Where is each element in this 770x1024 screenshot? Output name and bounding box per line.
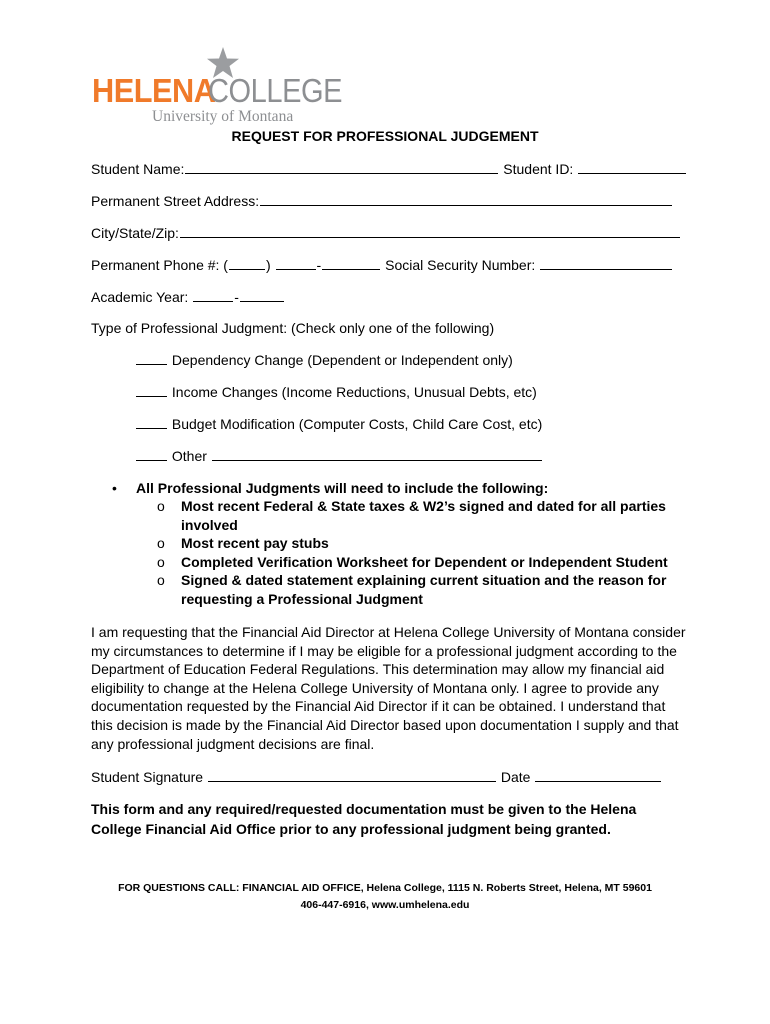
- statement-line: eligibility to change at the Helena College University of Montana only. I agree to provide any: [91, 679, 659, 696]
- phone-line-field[interactable]: [322, 256, 380, 270]
- ssn-field[interactable]: [540, 256, 672, 270]
- submission-notice: [91, 799, 636, 839]
- signature-row: [91, 768, 662, 785]
- statement-line: my circumstances to determine if I may be eligible for a professional judgment according to the: [91, 642, 677, 659]
- academic-year-dash: -: [234, 289, 239, 305]
- logo-wordmark: [92, 72, 343, 109]
- list-item-text: Most recent pay stubs: [181, 535, 329, 551]
- circle-bullet-icon: o: [157, 553, 165, 570]
- option-label: Other: [171, 448, 207, 464]
- list-item: [112, 497, 721, 534]
- statement-line: this decision is made by the Financial Aid Director based upon documentation I supply and that: [91, 716, 679, 733]
- footer-line: 406-447-6916, www.umhelena.edu: [300, 899, 470, 911]
- street-address-field[interactable]: [260, 192, 672, 206]
- circle-bullet-icon: o: [157, 498, 165, 514]
- phone-ssn-row: [91, 256, 673, 273]
- academic-year-label: Academic Year:: [91, 289, 189, 305]
- statement-line: I am requesting that the Financial Aid Director at Helena College University of Montana consider: [91, 624, 686, 640]
- statement-line: any professional judgment decisions are final.: [91, 735, 375, 752]
- notice-line: This form and any required/requested documentation must be given to the Helena: [91, 801, 637, 817]
- requirements-heading: [112, 479, 721, 497]
- list-item-text: Completed Verification Worksheet for Dependent or Independent Student: [181, 553, 668, 570]
- option-label: Income Changes (Income Reductions, Unusual Debts, etc): [171, 384, 537, 400]
- logo-college: COLLEGE: [208, 72, 343, 109]
- signature-field[interactable]: [208, 768, 496, 782]
- student-name-row: [91, 160, 687, 177]
- option-dependency-change: [135, 351, 513, 368]
- student-name-field[interactable]: [185, 160, 498, 174]
- footer-line: FOR QUESTIONS CALL: FINANCIAL AID OFFICE, Helena College, 1115 N. Roberts Street, Helena, MT 59601: [118, 882, 652, 894]
- list-item-text: Signed & dated statement explaining current situation and the reason for requesting a Professional Judgment: [181, 572, 667, 607]
- notice-line: College Financial Aid Office prior to any professional judgment being granted.: [91, 821, 611, 837]
- list-item: [112, 553, 721, 572]
- helena-college-logo: [92, 46, 343, 130]
- checkbox-budget-modification[interactable]: [136, 415, 167, 429]
- list-item: [112, 571, 721, 608]
- option-other: [135, 447, 543, 464]
- street-address-label: Permanent Street Address:: [91, 193, 260, 209]
- page-title: REQUEST FOR PROFESSIONAL JUDGEMENT: [231, 128, 539, 144]
- request-statement: [91, 623, 691, 753]
- city-state-zip-row: [91, 224, 681, 241]
- street-address-row: [91, 192, 673, 209]
- bullet-icon: •: [112, 480, 117, 496]
- requirements-list: [112, 479, 721, 608]
- option-budget-modification: [135, 415, 542, 432]
- signature-label: Student Signature: [91, 769, 204, 785]
- student-id-field[interactable]: [578, 160, 686, 174]
- contact-footer: [0, 880, 770, 914]
- checkbox-income-changes[interactable]: [136, 383, 167, 397]
- circle-bullet-icon: o: [157, 572, 165, 588]
- other-description-field[interactable]: [212, 447, 542, 461]
- student-name-label: Student Name:: [91, 161, 185, 177]
- phone-prefix-field[interactable]: [276, 256, 316, 270]
- date-label: Date: [500, 769, 531, 785]
- judgment-type-prompt: Type of Professional Judgment: (Check only one of the following): [91, 320, 495, 336]
- academic-year-row: [91, 288, 285, 305]
- option-income-changes: [135, 383, 537, 400]
- list-item: [112, 534, 721, 553]
- statement-line: documentation requested by the Financial Aid Director if it can be obtained. I understand that: [91, 698, 666, 715]
- requirements-heading-text: All Professional Judgments will need to include the following:: [136, 480, 549, 496]
- phone-area-code-field[interactable]: [229, 256, 265, 270]
- student-id-label: Student ID:: [503, 161, 574, 177]
- checkbox-other[interactable]: [136, 447, 167, 461]
- logo-university: University of Montana: [152, 108, 294, 125]
- statement-line: Department of Education Federal Regulations. This determination may allow my financial aid: [91, 661, 665, 678]
- phone-close-paren: ): [265, 257, 271, 273]
- checkbox-dependency-change[interactable]: [136, 351, 167, 365]
- circle-bullet-icon: o: [157, 535, 165, 551]
- date-field[interactable]: [535, 768, 661, 782]
- city-state-zip-label: City/State/Zip:: [91, 225, 179, 241]
- academic-year-start-field[interactable]: [193, 288, 233, 302]
- ssn-label: Social Security Number:: [385, 257, 536, 273]
- logo-helena: HELENA: [92, 72, 216, 109]
- list-item-text: Most recent Federal & State taxes & W2’s signed and dated for all parties involved: [181, 498, 666, 533]
- phone-dash: -: [316, 257, 322, 273]
- academic-year-end-field[interactable]: [240, 288, 284, 302]
- option-label: Budget Modification (Computer Costs, Child Care Cost, etc): [171, 416, 543, 432]
- city-state-zip-field[interactable]: [180, 224, 680, 238]
- option-label: Dependency Change (Dependent or Independent only): [171, 352, 513, 368]
- phone-label: Permanent Phone #: (: [91, 257, 228, 273]
